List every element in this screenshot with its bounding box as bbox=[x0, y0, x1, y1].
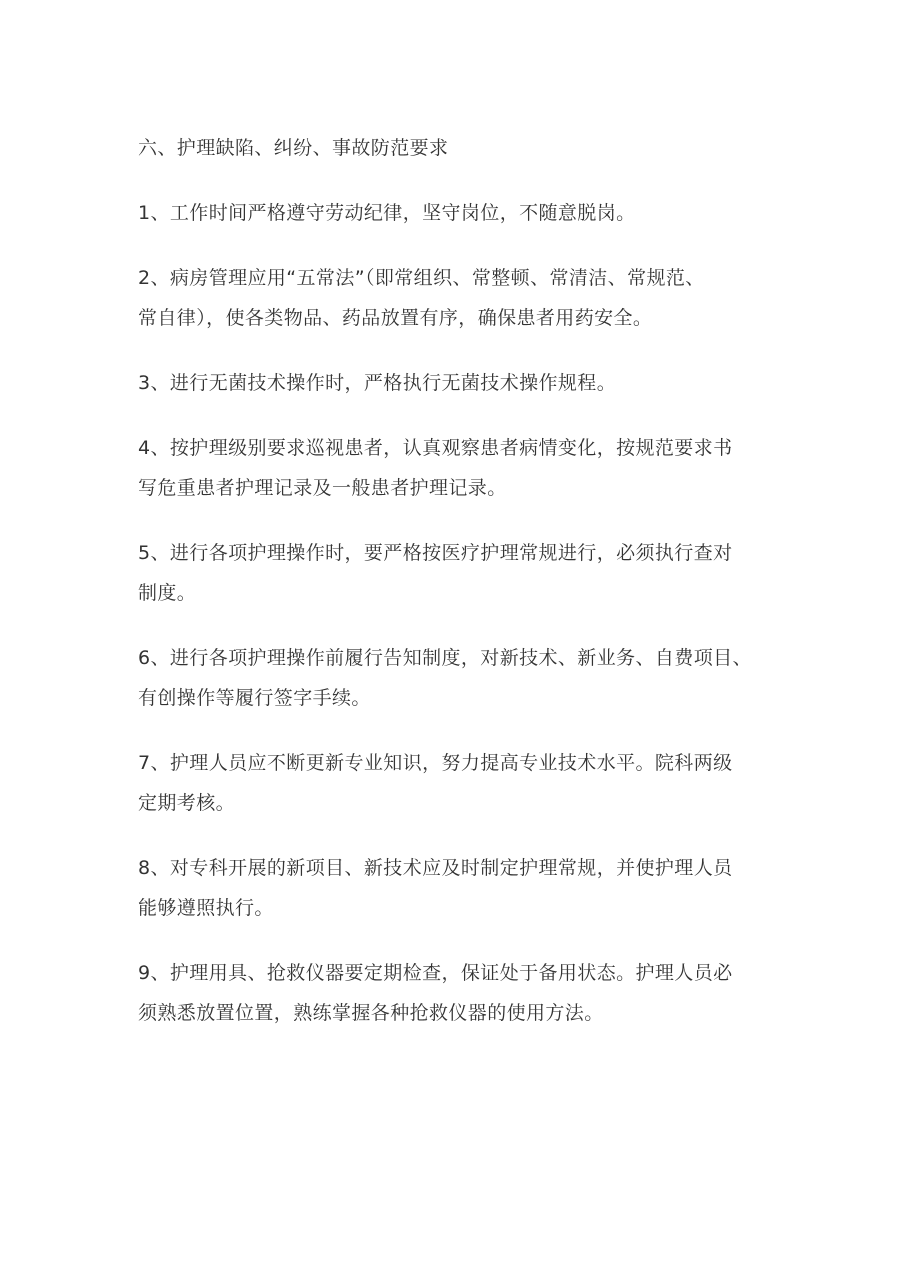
paragraph-line: 常自律），使各类物品、药品放置有序，确保患者用药安全。 bbox=[138, 307, 653, 329]
paragraph-6 bbox=[138, 638, 798, 718]
paragraph-line: 4、按护理级别要求巡视患者，认真观察患者病情变化，按规范要求书 bbox=[138, 437, 733, 459]
paragraph-8 bbox=[138, 848, 798, 928]
paragraph-2 bbox=[138, 258, 798, 338]
paragraph-3 bbox=[138, 363, 798, 403]
paragraph-line: 有创操作等履行签字手续。 bbox=[138, 687, 371, 709]
paragraph-line: 5、进行各项护理操作时，要严格按医疗护理常规进行，必须执行查对 bbox=[138, 542, 733, 564]
paragraph-line: 能够遵照执行。 bbox=[138, 897, 274, 919]
paragraph-7 bbox=[138, 743, 798, 823]
paragraph-line: 7、护理人员应不断更新专业知识，努力提高专业技术水平。院科两级 bbox=[138, 752, 733, 774]
paragraph-line: 定期考核。 bbox=[138, 792, 236, 814]
section-heading: 六、护理缺陷、纠纷、事故防范要求 bbox=[138, 137, 449, 159]
paragraph-9 bbox=[138, 953, 798, 1033]
paragraph-line: 8、对专科开展的新项目、新技术应及时制定护理常规，并使护理人员 bbox=[138, 857, 733, 879]
paragraph-4 bbox=[138, 428, 798, 508]
paragraph-5 bbox=[138, 533, 798, 613]
paragraph-line: 1、工作时间严格遵守劳动纪律，坚守岗位，不随意脱岗。 bbox=[138, 202, 636, 224]
paragraph-line: 6、进行各项护理操作前履行告知制度，对新技术、新业务、自费项目、 bbox=[138, 647, 752, 669]
document-body bbox=[138, 128, 798, 1058]
paragraph-line: 2、病房管理应用“五常法”（即常组织、常整顿、常清洁、常规范、 bbox=[138, 267, 705, 289]
paragraph-line: 制度。 bbox=[138, 582, 197, 604]
paragraph-line: 写危重患者护理记录及一般患者护理记录。 bbox=[138, 477, 507, 499]
paragraph-line: 须熟悉放置位置，熟练掌握各种抢救仪器的使用方法。 bbox=[138, 1002, 604, 1024]
paragraph-1 bbox=[138, 193, 798, 233]
paragraph-line: 3、进行无菌技术操作时，严格执行无菌技术操作规程。 bbox=[138, 372, 617, 394]
paragraph-line: 9、护理用具、抢救仪器要定期检查，保证处于备用状态。护理人员必 bbox=[138, 962, 733, 984]
